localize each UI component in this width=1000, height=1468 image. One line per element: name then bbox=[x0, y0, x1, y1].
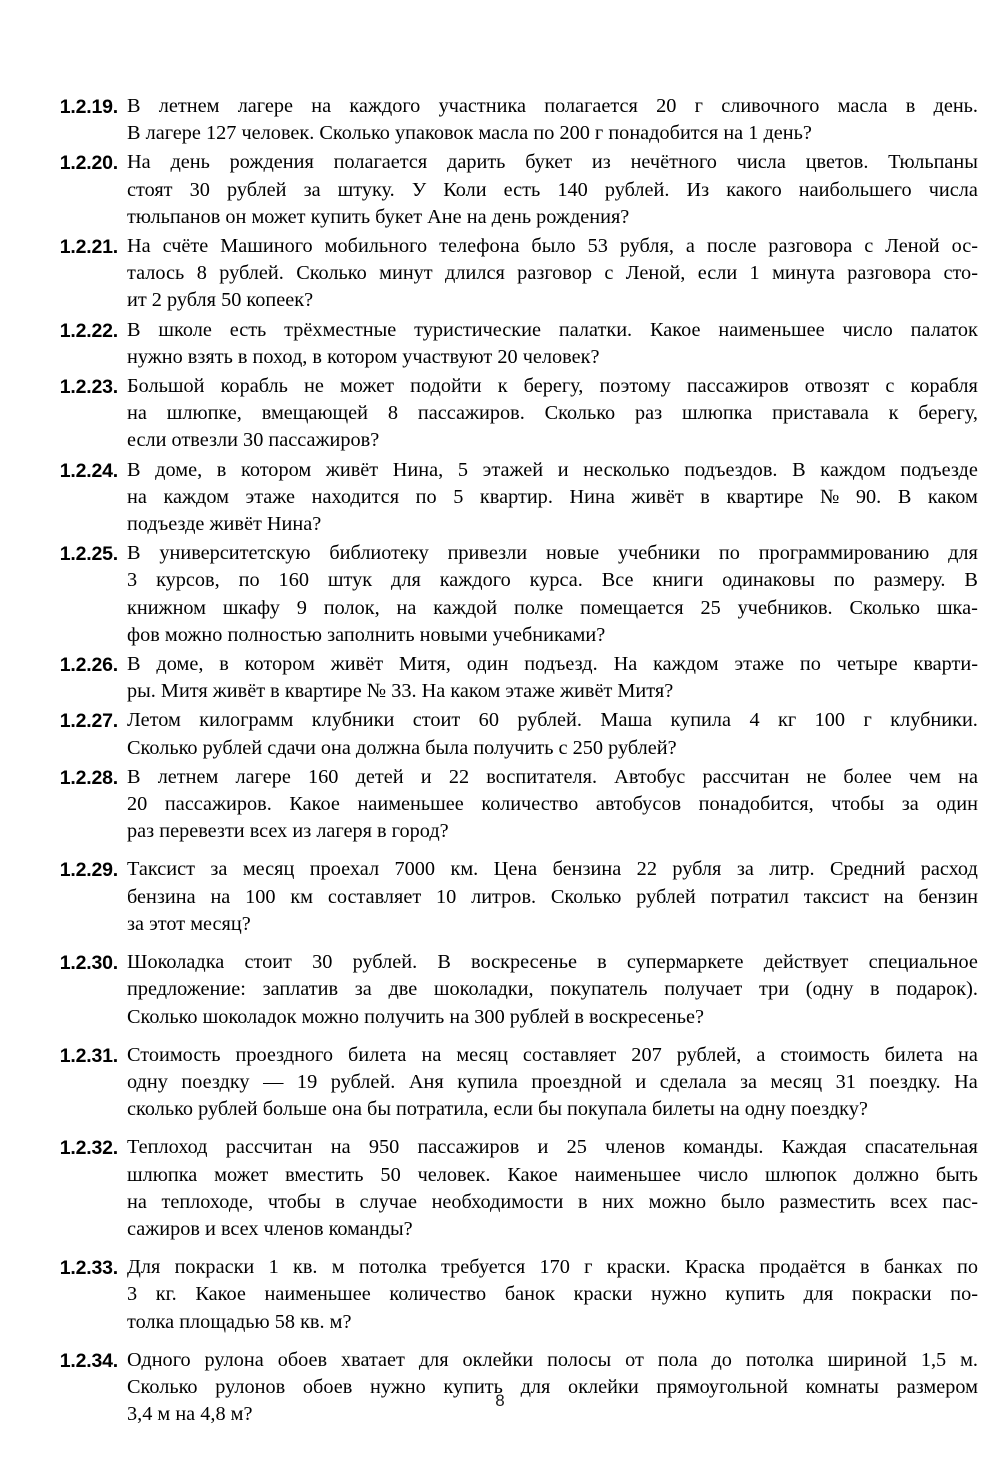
problem-item bbox=[42, 651, 978, 705]
problem-text-line: сажиров и всех членов команды? bbox=[127, 1217, 413, 1240]
problem-text bbox=[118, 1134, 978, 1243]
problem-text-line: 3,4 м на 4,8 м? bbox=[127, 1403, 253, 1426]
problem-number: 1.2.34. bbox=[59, 1349, 118, 1372]
problem-text-line: на каждом этаже находится по 5 квартир. Нина живёт в квартире № 90. В каком bbox=[127, 485, 978, 508]
problem-number: 1.2.20. bbox=[59, 152, 118, 175]
problem-text-line: В университетскую библиотеку привезли новые учебники по программированию для bbox=[127, 542, 978, 565]
problem-text-line: толка площадью 58 кв. м? bbox=[127, 1310, 352, 1333]
problem-text-line: 3 курсов, по 160 штук для каждого курса. Все книги одинаковы по размеру. В bbox=[127, 569, 978, 592]
problem-item bbox=[42, 764, 978, 846]
problem-text-line: талось 8 рублей. Сколько минут длился разговор с Леной, если 1 минута разговора сто- bbox=[127, 262, 978, 285]
problem-number: 1.2.19. bbox=[59, 96, 118, 118]
problem-item bbox=[42, 707, 978, 761]
page-number: 8 bbox=[495, 1391, 505, 1410]
problem-text-line: сколько рублей больше она бы потратила, если бы покупала билеты на одну поездку? bbox=[127, 1098, 868, 1121]
problem-text-line: В школе есть трёхместные туристические палатки. Какое наименьшее число палаток bbox=[127, 318, 978, 341]
problem-text-line: Теплоход рассчитан на 950 пассажиров и 25 членов команды. Каждая спасательная bbox=[127, 1136, 978, 1159]
problem-item bbox=[42, 949, 978, 1031]
problem-text-line: На день рождения полагается дарить букет из нечётного числа цветов. Тюльпаны bbox=[127, 151, 978, 174]
problem-text-line: Сколько рулонов обоев нужно купить для оклейки прямоугольной комнаты размером bbox=[127, 1375, 978, 1398]
problem-text bbox=[118, 540, 978, 649]
problem-text-line: нужно взять в поход, в котором участвуют 20 человек? bbox=[127, 345, 600, 368]
problem-text-line: фов можно полностью заполнить новыми учебниками? bbox=[127, 623, 606, 646]
problem-item bbox=[42, 317, 978, 371]
problem-text bbox=[118, 764, 978, 846]
problem-text-line: В доме, в котором живёт Митя, один подъезд. На каждом этаже по четыре кварти- bbox=[127, 653, 978, 676]
problem-text-line: за этот месяц? bbox=[127, 912, 251, 935]
problem-text-line: Одного рулона обоев хватает для оклейки полосы от пола до потолка шириной 1,5 м. bbox=[127, 1348, 978, 1371]
problem-text-line: Шоколадка стоит 30 рублей. В воскресенье в супермаркете действует специальное bbox=[127, 951, 978, 974]
problem-text bbox=[118, 1347, 978, 1429]
problem-text-line: раз перевезти всех из лагеря в город? bbox=[127, 820, 449, 843]
problem-item bbox=[42, 1347, 978, 1429]
problem-text-line: предложение: заплатив за две шоколадки, покупатель получает три (одну в подарок). bbox=[127, 978, 978, 1001]
problem-text-line: ры. Митя живёт в квартире № 33. На каком этаже живёт Митя? bbox=[127, 680, 674, 703]
problem-number: 1.2.30. bbox=[59, 952, 118, 975]
problem-text bbox=[118, 373, 978, 455]
problem-item bbox=[42, 233, 978, 315]
problem-number: 1.2.28. bbox=[59, 766, 118, 789]
problem-text-line: ит 2 рубля 50 копеек? bbox=[127, 289, 314, 312]
problem-text bbox=[118, 1042, 978, 1124]
problem-text-line: бензина на 100 км составляет 10 литров. Сколько рублей потратил таксист на бензин bbox=[127, 885, 978, 908]
problem-number: 1.2.26. bbox=[59, 654, 118, 677]
problem-number: 1.2.25. bbox=[59, 543, 118, 566]
problem-text-line: В летнем лагере 160 детей и 22 воспитателя. Автобус рассчитан не более чем на bbox=[127, 765, 978, 788]
problem-number: 1.2.22. bbox=[59, 319, 118, 342]
problem-item bbox=[42, 93, 978, 147]
problem-number: 1.2.31. bbox=[59, 1044, 118, 1067]
problem-number: 1.2.33. bbox=[59, 1257, 118, 1280]
problem-text bbox=[118, 233, 978, 315]
problem-text-line: на теплоходе, чтобы в случае необходимости в них можно было разместить всех пас- bbox=[127, 1190, 978, 1213]
problem-number: 1.2.27. bbox=[59, 710, 118, 733]
problem-text bbox=[118, 149, 978, 231]
problem-item bbox=[42, 149, 978, 231]
problem-number: 1.2.32. bbox=[59, 1137, 118, 1160]
problem-text-line: стоят 30 рублей за штуку. У Коли есть 140 рублей. Из какого наибольшего числа bbox=[127, 178, 978, 201]
problem-number: 1.2.24. bbox=[59, 459, 118, 482]
problem-item bbox=[42, 457, 978, 539]
problem-text-line: книжном шкафу 9 полок, на каждой полке помещается 25 учебников. Сколько шка- bbox=[127, 596, 978, 619]
problem-text-line: подъезде живёт Нина? bbox=[127, 513, 322, 536]
problem-text bbox=[118, 949, 978, 1031]
problem-text-line: Летом килограмм клубники стоит 60 рублей. Маша купила 4 кг 100 г клубники. bbox=[127, 709, 978, 732]
problem-text-line: Большой корабль не может подойти к берегу, поэтому пассажиров отвозят с корабля bbox=[127, 375, 978, 398]
problem-text bbox=[118, 317, 978, 371]
problem-text-line: шлюпка может вместить 50 человек. Какое наименьшее число шлюпок должно быть bbox=[127, 1163, 978, 1186]
problem-text-line: В доме, в котором живёт Нина, 5 этажей и несколько подъездов. В каждом подъезде bbox=[127, 458, 978, 481]
problem-item bbox=[42, 1042, 978, 1124]
problem-text-line: одну поездку — 19 рублей. Аня купила проездной и сделала за месяц 31 поездку. На bbox=[127, 1070, 978, 1093]
problem-text bbox=[118, 457, 978, 539]
problem-text-line: на шлюпке, вмещающей 8 пассажиров. Сколько раз шлюпка приставала к берегу, bbox=[127, 402, 978, 425]
problem-text-line: В лагере 127 человек. Сколько упаковок масла по 200 г понадобится на 1 день? bbox=[127, 122, 812, 145]
problem-number: 1.2.29. bbox=[59, 859, 118, 882]
problem-text-line: Сколько шоколадок можно получить на 300 рублей в воскресенье? bbox=[127, 1005, 704, 1028]
problem-item bbox=[42, 373, 978, 455]
problem-number: 1.2.21. bbox=[59, 236, 118, 259]
problem-item bbox=[42, 1254, 978, 1336]
problem-text-line: если отвезли 30 пассажиров? bbox=[127, 429, 380, 452]
problem-text-line: Для покраски 1 кв. м потолка требуется 170 г краски. Краска продаётся в банках по bbox=[127, 1256, 978, 1279]
problem-text-line: Таксист за месяц проехал 7000 км. Цена бензина 22 рубля за литр. Средний расход bbox=[127, 858, 978, 881]
problem-text bbox=[118, 856, 978, 938]
problem-list bbox=[0, 93, 1000, 1430]
problem-text bbox=[118, 93, 978, 147]
problem-number: 1.2.23. bbox=[59, 376, 118, 399]
problem-text-line: 20 пассажиров. Какое наименьшее количество автобусов понадобится, чтобы за один bbox=[127, 793, 978, 816]
problem-text-line: На счёте Машиного мобильного телефона было 53 рубля, а после разговора с Леной ос- bbox=[127, 235, 978, 258]
problem-text-line: Сколько рублей сдачи она должна была получить с 250 рублей? bbox=[127, 736, 677, 759]
problem-text-line: В летнем лагере на каждого участника полагается 20 г сливочного масла в день. bbox=[127, 95, 978, 117]
problem-text-line: 3 кг. Какое наименьшее количество банок краски нужно купить для покраски по- bbox=[127, 1283, 978, 1306]
problem-item bbox=[42, 1134, 978, 1243]
problem-item bbox=[42, 856, 978, 938]
problem-text bbox=[118, 707, 978, 761]
problem-text-line: тюльпанов он может купить букет Ане на день рождения? bbox=[127, 205, 630, 228]
problem-item bbox=[42, 540, 978, 649]
problem-text-line: Стоимость проездного билета на месяц составляет 207 рублей, а стоимость билета на bbox=[127, 1043, 978, 1066]
problem-text bbox=[118, 1254, 978, 1336]
problem-text bbox=[118, 651, 978, 705]
